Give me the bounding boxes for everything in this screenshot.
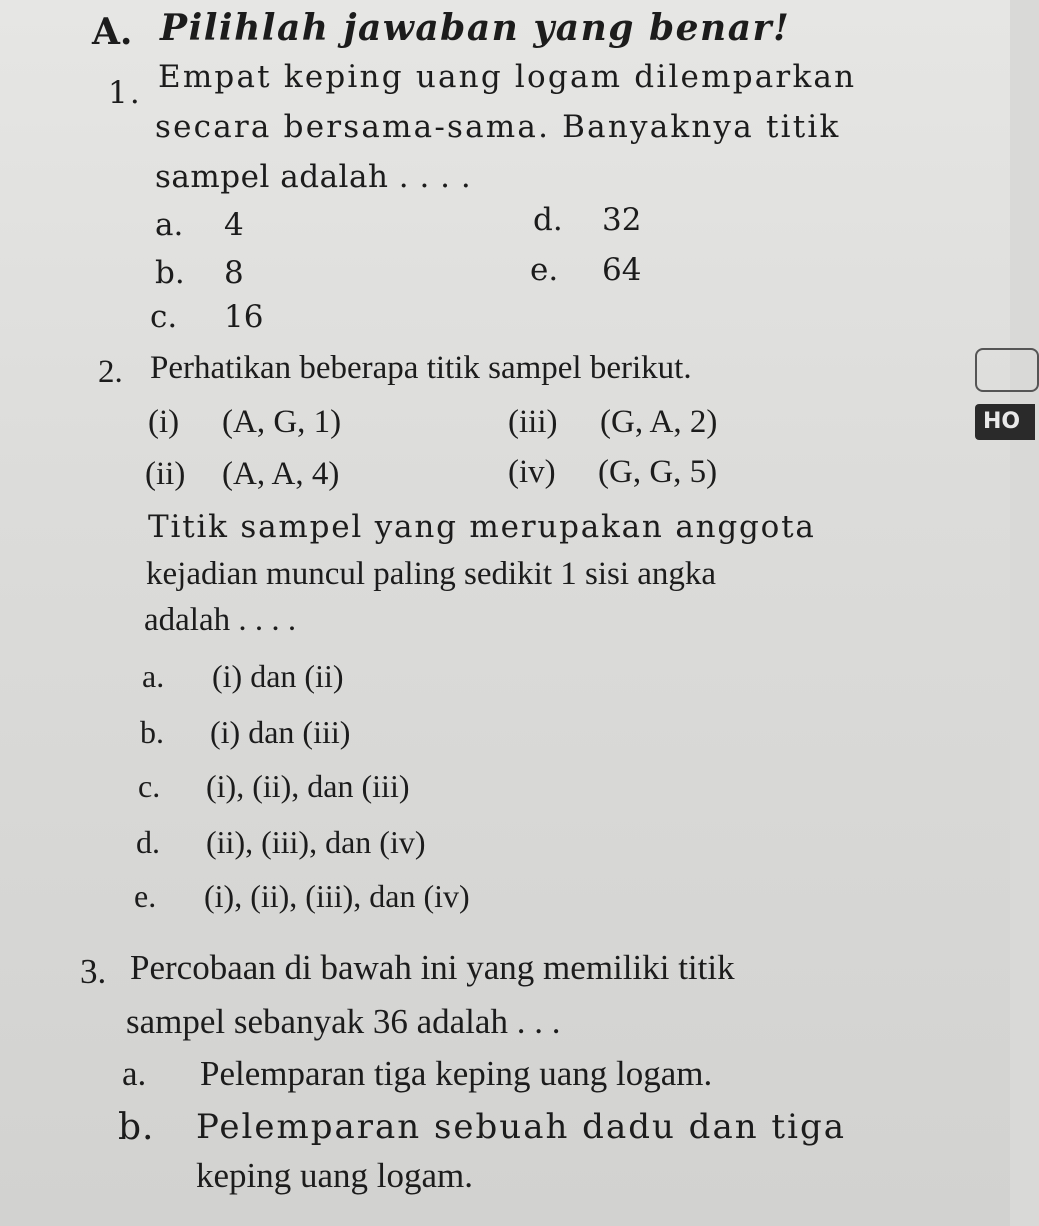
q2-point-iii-value: (G, A, 2) (600, 404, 718, 440)
q2-point-ii-label: (ii) (145, 456, 186, 492)
section-label: A. (92, 11, 133, 53)
q1-option-e-letter: e. (530, 252, 559, 288)
q2-option-d-letter: d. (136, 824, 160, 860)
q1-line-3: sampel adalah . . . . (155, 159, 472, 195)
q1-option-d-text: 32 (602, 202, 642, 238)
q2-number: 2. (98, 354, 123, 390)
q3-option-b-line-1: Pelemparan sebuah dadu dan tiga (196, 1107, 846, 1147)
q1-option-b-letter: b. (155, 255, 185, 291)
q1-line-2: secara bersama-sama. Banyaknya titik (155, 109, 841, 145)
q2-option-a-text: (i) dan (ii) (212, 658, 344, 694)
q2-option-e-text: (i), (ii), (iii), dan (iv) (204, 878, 470, 914)
q2-option-b-letter: b. (140, 714, 164, 750)
q2-line-1: Titik sampel yang merupakan anggota (148, 509, 816, 545)
q1-line-1: Empat keping uang logam dilemparkan (158, 59, 857, 95)
q2-point-iv-value: (G, G, 5) (598, 454, 718, 490)
section-title: Pilihlah jawaban yang benar! (160, 7, 791, 49)
q3-option-b-line-2: keping uang logam. (196, 1156, 474, 1195)
q1-option-d-letter: d. (533, 202, 563, 238)
q3-option-a-letter: a. (122, 1054, 147, 1093)
q3-number: 3. (80, 952, 107, 991)
q3-option-a-text: Pelemparan tiga keping uang logam. (200, 1054, 713, 1093)
side-tab-label: HO (975, 404, 1035, 440)
q2-point-iv-label: (iv) (508, 454, 556, 490)
q2-option-b-text: (i) dan (iii) (210, 714, 351, 750)
q3-option-b-letter: b. (118, 1107, 155, 1148)
q3-line-2: sampel sebanyak 36 adalah . . . (126, 1002, 561, 1041)
q1-option-c-text: 16 (224, 299, 264, 335)
q2-option-c-letter: c. (138, 768, 161, 804)
q1-option-a-text: 4 (224, 207, 244, 243)
q1-option-e-text: 64 (602, 252, 642, 288)
q2-option-c-text: (i), (ii), dan (iii) (206, 768, 410, 804)
q2-option-e-letter: e. (134, 878, 157, 914)
q1-option-c-letter: c. (150, 299, 178, 335)
q2-point-i-label: (i) (148, 404, 180, 440)
q2-point-iii-label: (iii) (508, 404, 558, 440)
side-box-outline (975, 348, 1039, 392)
q3-line-1: Percobaan di bawah ini yang memiliki titik (130, 948, 735, 987)
q2-point-i-value: (A, G, 1) (222, 404, 342, 440)
q1-number: 1. (108, 75, 142, 111)
q2-option-a-letter: a. (142, 658, 165, 694)
q1-option-a-letter: a. (155, 207, 184, 243)
q2-line-2: kejadian muncul paling sedikit 1 sisi angka (146, 556, 717, 592)
q2-point-ii-value: (A, A, 4) (222, 456, 340, 492)
q2-line-3: adalah . . . . (144, 602, 297, 638)
q2-intro: Perhatikan beberapa titik sampel berikut. (150, 350, 692, 386)
q2-option-d-text: (ii), (iii), dan (iv) (206, 824, 426, 860)
q1-option-b-text: 8 (224, 255, 244, 291)
